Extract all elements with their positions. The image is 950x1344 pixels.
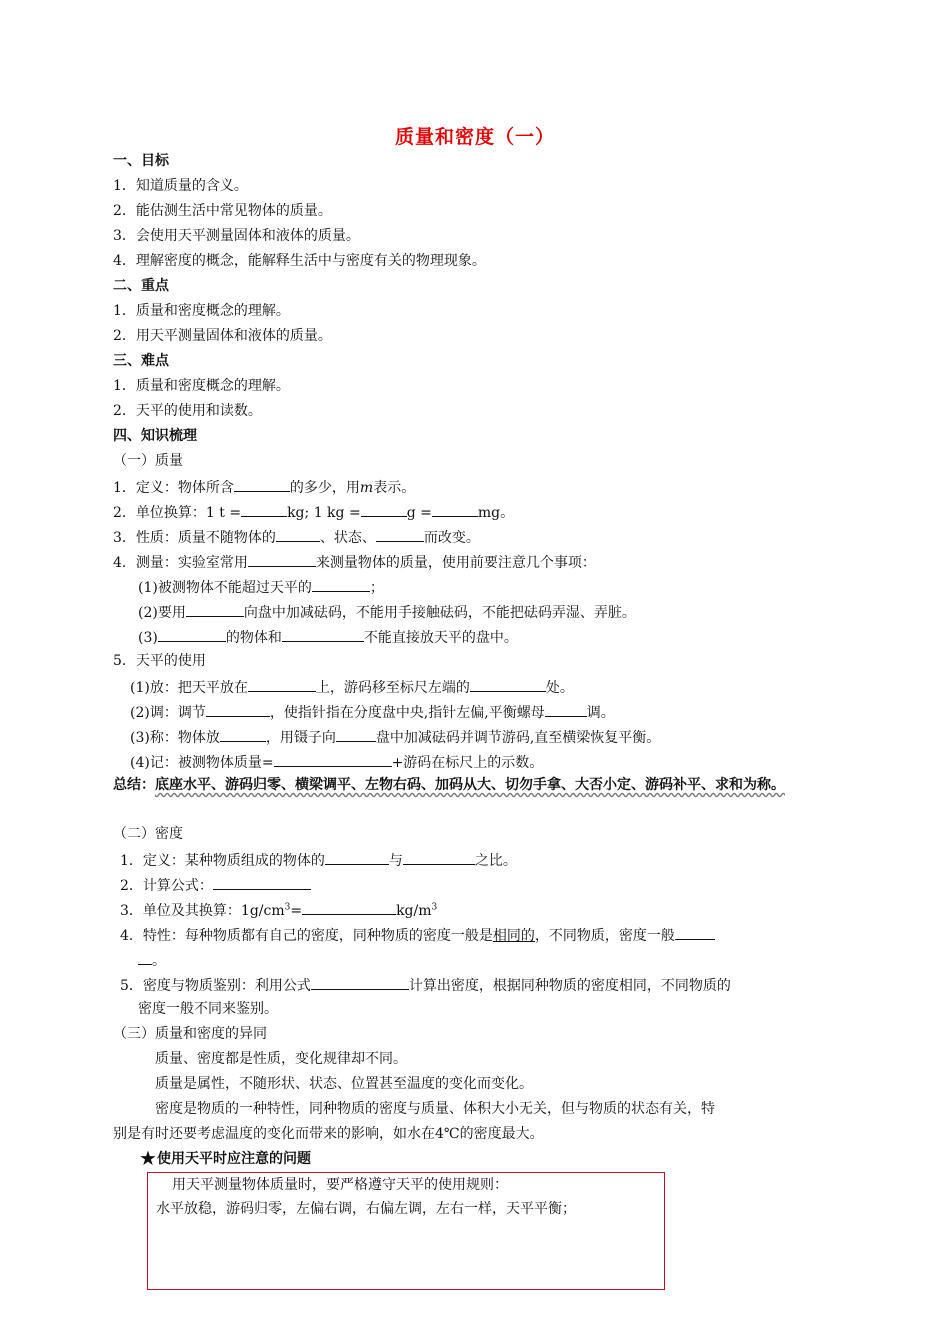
density-formula: 2．计算公式：	[120, 875, 311, 895]
note-heading: 使用天平时应注意的问题	[157, 1151, 311, 1167]
blank	[361, 502, 407, 517]
measurement-note: (2)要用 向盘中加减砝码，不能用手接触砝码，不能把砝码弄湿、弄脏。	[138, 602, 636, 622]
paragraph: 别是有时还要考虑温度的变化而带来的影响，如水在4℃的密度最大。	[113, 1126, 544, 1142]
mass-unit-conversion: 2．单位换算：1 t = kg; 1 kg = g = mg。	[113, 502, 514, 522]
blank	[276, 527, 320, 542]
note-line: 水平放稳，游码归零，左偏右调，右偏左调，左右一样，天平平衡；	[156, 1201, 576, 1217]
paragraph: 质量、密度都是性质，变化规律却不同。	[155, 1051, 407, 1067]
goal-item: 4．理解密度的概念，能解释生活中与密度有关的物理现象。	[113, 253, 486, 269]
blank	[234, 477, 290, 492]
blank	[248, 677, 316, 692]
blank	[186, 602, 244, 617]
balance-step: (4)记：被测物体质量= +游码在标尺上的示数。	[130, 752, 543, 772]
mass-definition: 1．定义：物体所含 的多少，用m表示。	[113, 477, 415, 497]
blank	[206, 702, 270, 717]
note-box	[147, 1172, 665, 1290]
page-title: 质量和密度（一）	[394, 126, 555, 148]
blank	[336, 727, 376, 742]
difficulty-item: 1．质量和密度概念的理解。	[113, 378, 290, 394]
blank	[138, 950, 152, 965]
section-heading-difficulties: 三、难点	[113, 353, 169, 369]
blank	[241, 502, 287, 517]
blank	[220, 727, 266, 742]
paragraph: 质量是属性，不随形状、状态、位置甚至温度的变化而变化。	[155, 1076, 533, 1092]
summary-label: 总结：	[113, 777, 155, 793]
balance-step: (2)调：调节 ，使指针指在分度盘中央,指针左偏,平衡螺母 调。	[130, 702, 615, 722]
density-definition: 1．定义：某种物质组成的物体的 与 之比。	[120, 850, 517, 870]
blank	[325, 850, 389, 865]
measurement-note: (1)被测物体不能超过天平的 ；	[138, 577, 384, 597]
subsection-mass: （一）质量	[113, 453, 183, 469]
blank	[274, 752, 392, 767]
subsection-differences: （三）质量和密度的异同	[113, 1026, 267, 1042]
subsection-density: （二）密度	[113, 826, 183, 842]
mass-property: 3．性质：质量不随物体的 、状态、 而改变。	[113, 527, 480, 547]
blank	[282, 627, 364, 642]
blank	[312, 577, 370, 592]
density-feature: 4．特性：每种物质都有自己的密度，同种物质的密度一般是相同的，不同物质，密度一般	[120, 925, 715, 945]
density-unit-conversion: 3．单位及其换算：$1g/cm^3= kg/m^3$	[120, 900, 437, 920]
difficulty-item: 2．天平的使用和读数。	[113, 403, 262, 419]
density-identification-cont: 密度一般不同来鉴别。	[138, 1001, 278, 1017]
section-heading-knowledge: 四、知识梳理	[113, 428, 197, 444]
balance-step: (1)放：把天平放在 上，游码移至标尺左端的 处。	[130, 677, 574, 697]
blank	[302, 900, 396, 915]
blank	[248, 552, 316, 567]
blank	[470, 677, 546, 692]
key-point-item: 2．用天平测量固体和液体的质量。	[113, 328, 332, 344]
blank	[311, 975, 409, 990]
blank	[376, 527, 424, 542]
density-identification: 5．密度与物质鉴别：利用公式 计算出密度，根据同种物质的密度相同，不同物质的	[120, 975, 731, 995]
section-heading-goals: 一、目标	[113, 153, 169, 169]
blank	[158, 627, 226, 642]
measurement-note: (3) 的物体和 不能直接放天平的盘中。	[138, 627, 518, 647]
blank	[675, 925, 715, 940]
density-feature-cont: 。	[138, 950, 166, 970]
mass-measurement: 4．测量：实验室常用 来测量物体的质量，使用前要注意几个事项：	[113, 552, 596, 572]
blank	[432, 502, 478, 517]
goal-item: 1．知道质量的含义。	[113, 178, 248, 194]
star-icon: ★	[139, 1146, 157, 1170]
blank	[403, 850, 475, 865]
blank	[213, 875, 311, 890]
section-heading-key-points: 二、重点	[113, 278, 169, 294]
paragraph: 密度是物质的一种特性，同种物质的密度与质量、体积大小无关，但与物质的状态有关，特	[155, 1101, 715, 1117]
key-point-item: 1．质量和密度概念的理解。	[113, 303, 290, 319]
blank	[545, 702, 587, 717]
summary-text: 底座水平、游码归零、横梁调平、左物右码、加码从大、切勿手拿、大否小定、游码补平、求和为称。	[155, 777, 785, 793]
note-line: 用天平测量物体质量时，要严格遵守天平的使用规则：	[172, 1177, 508, 1193]
balance-step: (3)称：物体放 ，用镊子向 盘中加减砝码并调节游码,直至横梁恢复平衡。	[130, 727, 660, 747]
goal-item: 3．会使用天平测量固体和液体的质量。	[113, 228, 360, 244]
balance-usage-heading: 5．天平的使用	[113, 653, 206, 669]
summary	[113, 773, 838, 798]
goal-item: 2．能估测生活中常见物体的质量。	[113, 203, 332, 219]
